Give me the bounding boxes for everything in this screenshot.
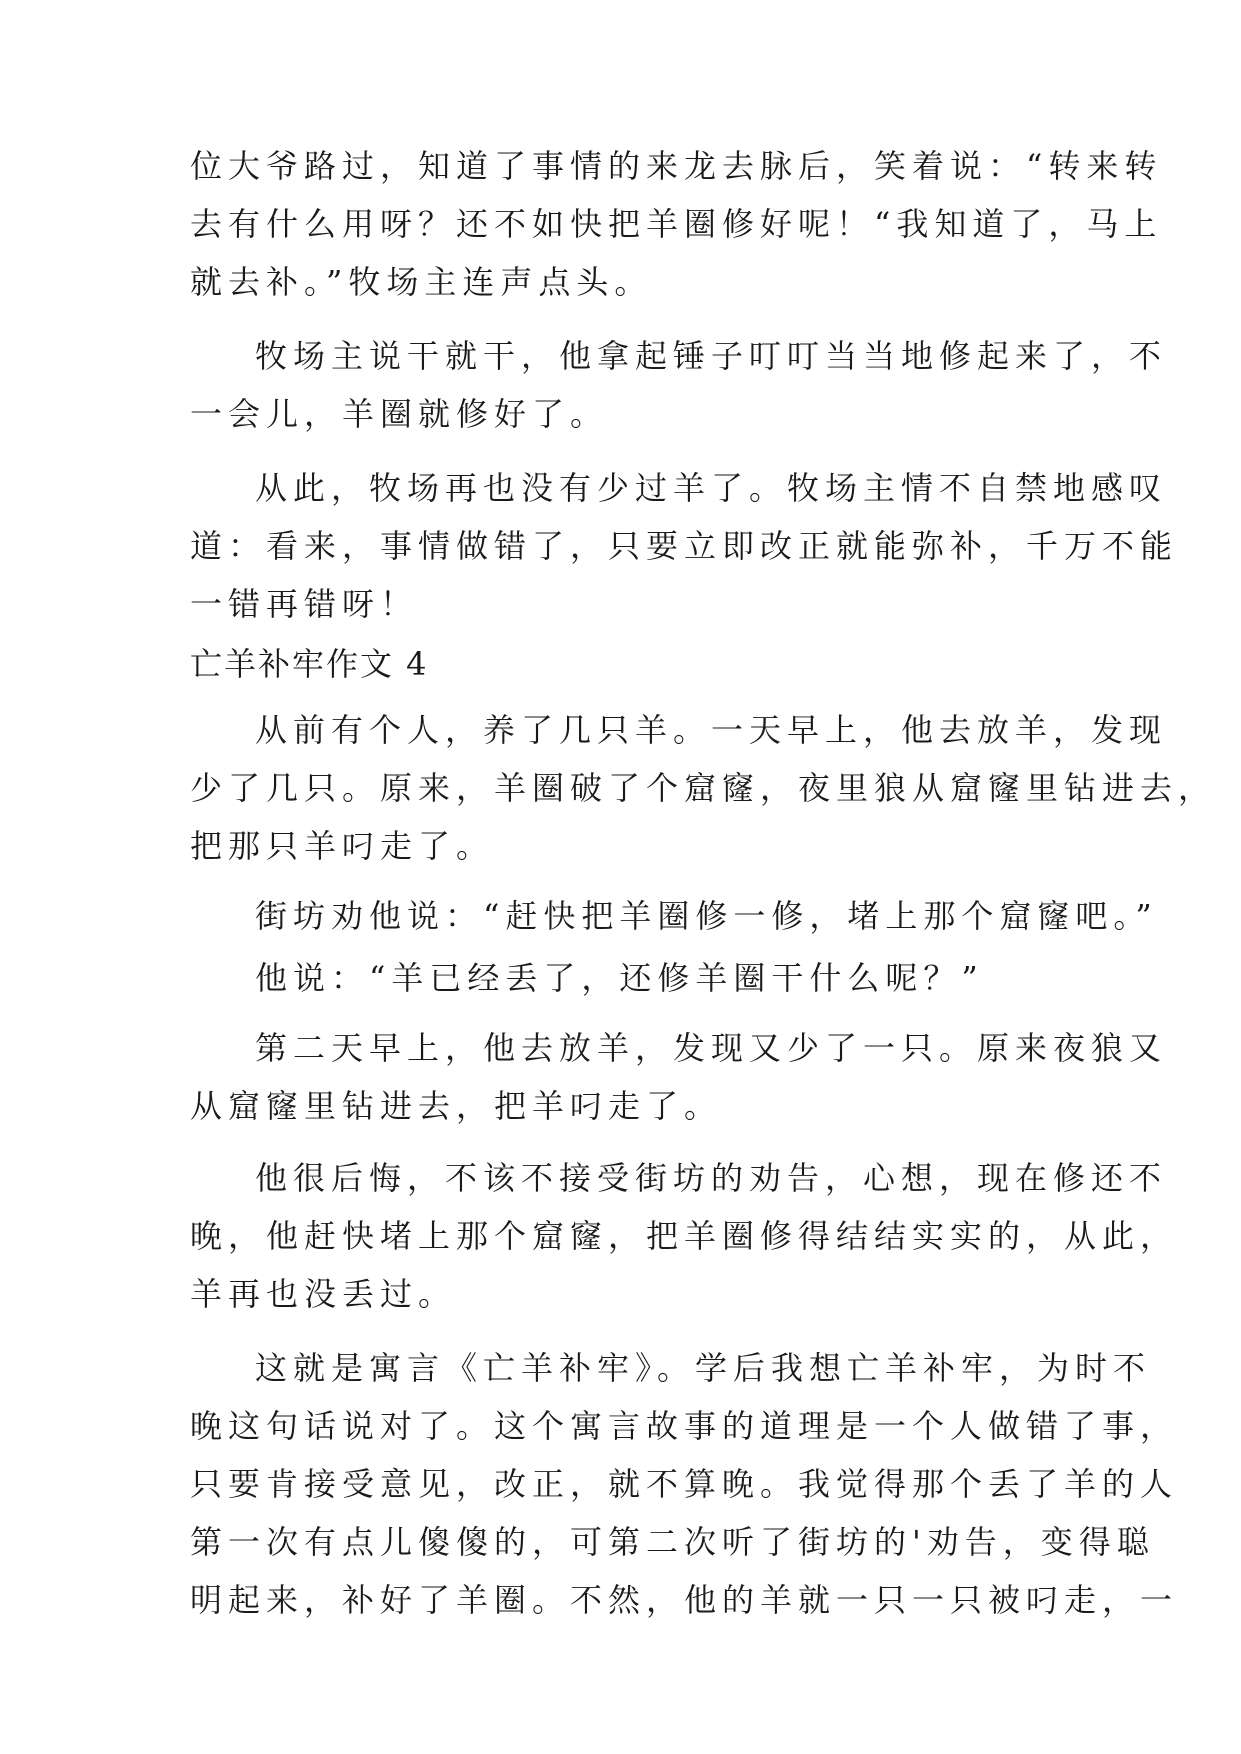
text-line: 羊再也没丢过。	[190, 1275, 457, 1313]
paragraph-first-line: 街坊劝他说：“赶快把羊圈修一修，堵上那个窟窿吧。”	[255, 897, 1158, 935]
paragraph-first-line: 第二天早上，他去放羊，发现又少了一只。原来夜狼又	[255, 1029, 1168, 1067]
paragraph-first-line: 他很后悔，不该不接受街坊的劝告，心想，现在修还不	[255, 1159, 1168, 1197]
paragraph-first-line: 他说：“羊已经丢了，还修羊圈干什么呢？”	[255, 959, 984, 997]
text-line: 道：看来，事情做错了，只要立即改正就能弥补，千万不能	[190, 527, 1179, 565]
text-line: 一错再错呀！	[190, 585, 419, 623]
text-line: 第一次有点儿傻傻的，可第二次听了街坊的'劝告，变得聪	[190, 1523, 1155, 1561]
text-line: 少了几只。原来，羊圈破了个窟窿，夜里狼从窟窿里钻进去，	[190, 769, 1217, 807]
text-line: 晚这句话说对了。这个寓言故事的道理是一个人做错了事，	[190, 1407, 1179, 1445]
text-line: 位大爷路过，知道了事情的来龙去脉后，笑着说：“转来转	[190, 147, 1163, 185]
text-line: 把那只羊叼走了。	[190, 827, 495, 865]
paragraph-first-line: 牧场主说干就干，他拿起锤子叮叮当当地修起来了，不	[255, 337, 1168, 375]
text-line: 就去补。”牧场主连声点头。	[190, 263, 653, 301]
text-line: 一会儿，羊圈就修好了。	[190, 395, 609, 433]
text-line: 只要肯接受意见，改正，就不算晚。我觉得那个丢了羊的人	[190, 1465, 1179, 1503]
text-line: 晚，他赶快堵上那个窟窿，把羊圈修得结结实实的，从此，	[190, 1217, 1179, 1255]
paragraph-first-line: 从前有个人，养了几只羊。一天早上，他去放羊，发现	[255, 711, 1168, 749]
paragraph-first-line: 这就是寓言《亡羊补牢》。学后我想亡羊补牢，为时不	[255, 1349, 1152, 1387]
text-line: 从窟窿里钻进去，把羊叼走了。	[190, 1087, 723, 1125]
text-line: 去有什么用呀？还不如快把羊圈修好呢！“我知道了，马上	[190, 205, 1163, 243]
paragraph-first-line: 从此，牧场再也没有少过羊了。牧场主情不自禁地感叹	[255, 469, 1168, 507]
section-heading: 亡羊补牢作文 4	[190, 645, 429, 683]
text-line: 明起来，补好了羊圈。不然，他的羊就一只一只被叼走，一	[190, 1581, 1179, 1619]
